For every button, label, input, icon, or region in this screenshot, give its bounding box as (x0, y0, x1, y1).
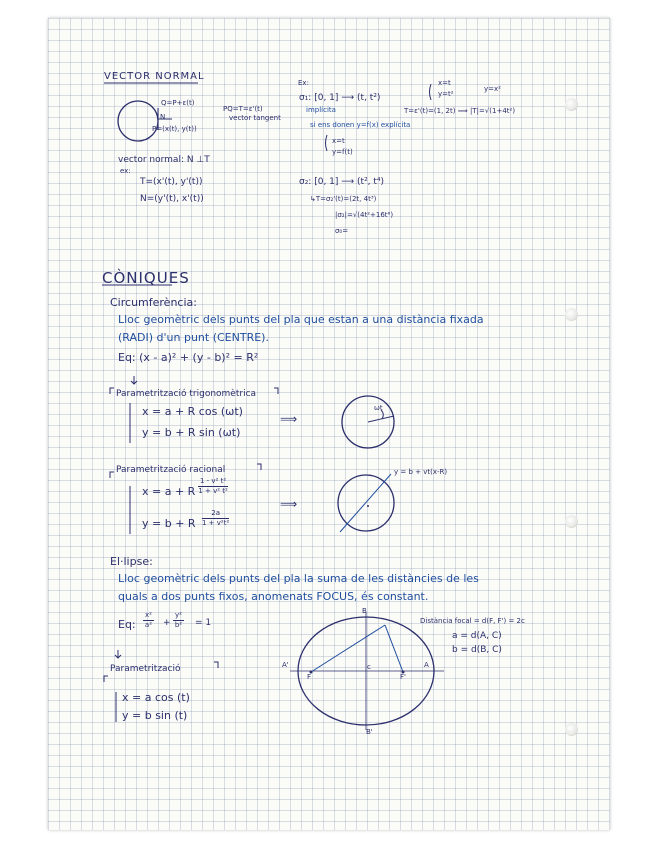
label-tangent: vector tangent (229, 114, 281, 122)
section-title-vector-normal: VECTOR NORMAL (104, 71, 205, 82)
b-definition: b = d(B, C) (452, 645, 502, 655)
ellipse-def-1: Lloc geomètric dels punts del pla la suma de les distàncies de les (118, 572, 479, 585)
ex-label: ex: (120, 167, 131, 175)
implies-arrow-2: ⟹ (280, 497, 298, 511)
label-pq: PQ=T=ε'(t) (223, 105, 263, 113)
notebook-page (48, 18, 610, 830)
point-f-prime: F' (400, 673, 406, 681)
focal-distance: Distància focal = d(F, F') = 2c (420, 617, 525, 625)
speed-zero: σ₀= (335, 227, 349, 235)
ellipse-plus: + (163, 618, 171, 628)
arrow-down-1 (131, 376, 137, 384)
y-rational-denominator: 1 + v²t² (202, 519, 230, 527)
tangent-length: T=ε'(t)=(1, 2t) ⟹ |T|=√(1+4t²) (404, 107, 516, 115)
small-circle (118, 101, 158, 141)
ellipse-def-2: quals a dos punts fixos, anomenats FOCUS, és constant. (118, 590, 429, 603)
implies-arrow-1: ⟹ (280, 412, 298, 426)
y-ellipse: y = b sin (t) (122, 709, 188, 722)
x-rational-numerator: 1 - v² t² (200, 477, 227, 485)
point-f: F (307, 673, 312, 681)
x-trig: x = a + R cos (ωt) (142, 405, 243, 418)
point-a-prime: A' (282, 661, 289, 669)
label-q: Q=P+ε(t) (161, 99, 195, 107)
x-rational-denominator: 1 + v² t² (198, 487, 228, 495)
ellipse-y-numerator: y² (175, 611, 182, 619)
x-rational-prefix: x = a + R (142, 485, 196, 498)
ellipse-x-denominator: a² (144, 621, 153, 629)
y-equals-t2: y=t² (438, 90, 454, 98)
circumference-title: Circumferència: (110, 296, 197, 309)
x-rational-fraction (198, 478, 228, 495)
point-b-prime: B' (366, 728, 373, 736)
ex-heading: Ex: (298, 79, 309, 87)
brace-2 (430, 84, 432, 100)
param-rational-title: Parametrització racional (116, 465, 226, 475)
secant-line-equation: y = b + vt(x-R) (394, 468, 448, 476)
circumference-def-1: Lloc geomètric dels punts del pla que estan a una distància fixada (118, 313, 484, 326)
x-ellipse: x = a cos (t) (122, 691, 190, 704)
label-n: N (160, 113, 166, 121)
label-p: P=(x(t), y(t)) (152, 125, 197, 133)
circumference-def-2: (RADI) d'un punt (CENTRE). (118, 331, 269, 344)
implicita-label: implícita (306, 106, 336, 114)
omega-t-label: ωt (374, 404, 383, 412)
y-rational-fraction (202, 510, 229, 527)
param-ellipse-title: Parametrització (110, 664, 181, 674)
brace-1 (326, 135, 328, 151)
y-rational-numerator: 2a (202, 510, 229, 519)
gamma1: σ₁: [0, 1] ⟶ (t, t²) (299, 93, 381, 103)
circumference-equation: Eq: (x - a)² + (y - b)² = R² (118, 351, 259, 364)
point-a: A (424, 661, 429, 669)
arrow-down-2 (115, 650, 121, 658)
a-definition: a = d(A, C) (452, 631, 502, 641)
ellipse-title: El·lipse: (110, 555, 153, 568)
ellipse-y-denominator: b² (174, 621, 183, 629)
point-b: B (362, 607, 367, 615)
y-equals-ft: y=f(t) (332, 148, 353, 156)
y-equals-x2: y=x² (484, 85, 501, 93)
normal-vector: N=(y'(t), x'(t)) (140, 194, 204, 204)
tangent-vector: T=(x'(t), y'(t)) (140, 177, 203, 187)
param-trig-title: Parametrització trigonomètrica (116, 389, 257, 399)
ellipse-y-fraction (173, 612, 184, 629)
y-rational-prefix: y = b + R (142, 517, 196, 530)
x-equals-t-2: x=t (332, 137, 345, 145)
x-equals-t: x=t (438, 79, 451, 87)
section-title-coniques: CÒNIQUES (102, 269, 190, 287)
normal-definition: vector normal: N ⊥T (118, 155, 210, 165)
ellipse-eq-suffix: = 1 (195, 618, 212, 628)
point-c: c (367, 663, 371, 671)
gamma2: σ₂: [0, 1] ⟶ (t², t⁴) (299, 177, 385, 187)
ellipse-x-fraction (143, 612, 154, 629)
ellipse-x-numerator: x² (145, 611, 152, 619)
ellipse-eq-prefix: Eq: (118, 618, 136, 631)
explicit-note: si ens donen y=f(x) explícita (310, 121, 411, 129)
tangent-gamma2: ↳T=σ₂'(t)=(2t, 4t³) (310, 195, 377, 203)
y-trig: y = b + R sin (ωt) (142, 426, 241, 439)
speed-gamma2: |σ₂|=√(4t²+16t⁶) (335, 211, 394, 219)
